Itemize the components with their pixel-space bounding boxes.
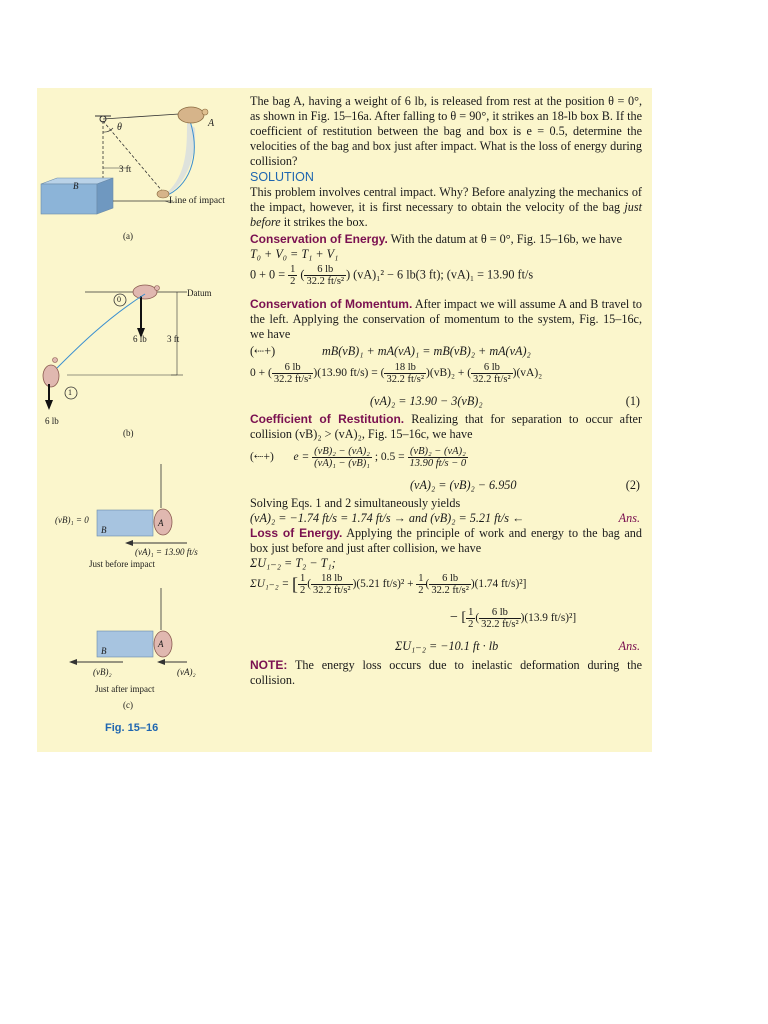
energy-eq2-frac xyxy=(304,264,346,287)
fig-b-label-1: 1 xyxy=(68,388,72,397)
solution-heading: SOLUTION xyxy=(250,170,314,184)
loss-eq2-a: [ xyxy=(291,574,298,594)
loss-eq2: ΣU₁₋₂ = [ $\frac{1}{2}$ ( $\frac{18 lb}{\text{32.2 ft/s²}}$ )(5.21 ft/s)² + $\frac{1}{2}$ ( $\frac{6 lb}{\text{32.2 ft/s²}}$ )(1.74 ft/s)²] xyxy=(250,573,527,596)
loss-paragraph xyxy=(250,526,642,556)
restitution-f1-n: (vB)₂ − (vA)₂ xyxy=(314,446,370,457)
momentum-eq3-row xyxy=(250,394,642,409)
fig-b-label-0: 0 xyxy=(117,295,121,304)
restitution-eq2-row xyxy=(250,478,642,493)
fig-a-label-B: B xyxy=(73,181,79,191)
solution-intro-emphasis: just before xyxy=(250,200,642,229)
loss-eq2-h2-d: 2 xyxy=(418,585,424,596)
restitution-f1-d: (vA)₁ − (vB)₁ xyxy=(314,458,370,469)
restitution-e: e = xyxy=(293,451,313,464)
loss-eq2-b: (5.21 ft/s)² + xyxy=(356,578,417,591)
momentum-eq2-f2-n: 18 lb xyxy=(394,362,416,373)
loss-eq2-f2-n: 6 lb xyxy=(442,573,459,584)
loss-eq2-h1-n: 1 xyxy=(299,573,306,584)
momentum-eq2-f3-n: 6 lb xyxy=(483,362,500,373)
text-column xyxy=(250,94,642,688)
momentum-eq2-f2 xyxy=(384,362,426,385)
momentum-eq2-f3 xyxy=(471,362,513,385)
fig-c-label-vB1: (vB)₁ = 0 xyxy=(55,515,89,525)
loss-eq2-f1 xyxy=(311,573,353,596)
fig-a-label-A: A xyxy=(208,118,215,129)
momentum-eq2-c: (vB)₂ + xyxy=(429,367,468,380)
figure-c-after xyxy=(69,588,187,665)
loss-eq2-f2 xyxy=(429,573,471,596)
solving-result: (vA)₂ = −1.74 ft/s = 1.74 ft/s → and (vB)₂ = 5.21 ft/s ← xyxy=(250,511,525,525)
momentum-eq2-d: (vA)₂ xyxy=(516,367,543,380)
energy-eq2-left: 0 + 0 = xyxy=(250,267,289,282)
loss-eq2-f1-n: 18 lb xyxy=(321,573,343,584)
restitution-f2-d: 13.90 ft/s − 0 xyxy=(409,458,467,469)
figure-column xyxy=(37,88,245,752)
figure-b xyxy=(43,285,187,410)
note-label: NOTE: xyxy=(250,658,288,672)
energy-eq2-half xyxy=(288,264,297,287)
figure-c-before xyxy=(97,464,187,546)
loss-eq2-h2 xyxy=(416,573,425,596)
solution-intro xyxy=(250,185,642,230)
loss-text: Applying the principle of work and energy to the bag and box just before and just after collision, we have xyxy=(250,526,642,555)
energy-eq2-rest: (vA)₁² − 6 lb(3 ft); (vA)₁ = 13.90 ft/s xyxy=(353,267,534,282)
restitution-f2 xyxy=(408,446,469,469)
solution-intro-a: This problem involves central impact. Why? Before analyzing the mechanics of the impact, however, it is first necessary to obtain the velocity of the bag xyxy=(250,185,642,214)
restitution-eq2: (vA)₂ = (vB)₂ − 6.950 xyxy=(410,478,517,492)
restitution-paragraph xyxy=(250,412,642,442)
momentum-eq2-b: (13.90 ft/s) = xyxy=(317,367,381,380)
loss-eq2-h1-d: 2 xyxy=(299,585,306,596)
loss-eq2-c: (1.74 ft/s)²] xyxy=(474,578,527,591)
fig-b-caption: (b) xyxy=(123,428,134,438)
momentum-eq2-f1-d: 32.2 ft/s² xyxy=(273,374,312,385)
loss-eq3: − [ $\frac{1}{2}$ ( $\frac{6 lb}{\text{32.2 ft/s²}}$ )(13.9 ft/s)²] xyxy=(450,607,577,630)
restitution-text: Realizing that for separation to occur after collision (vB)₂ > (vA)₂, Fig. 15–16c, we have xyxy=(250,412,643,441)
momentum-paragraph xyxy=(250,297,642,342)
restitution-eq1 xyxy=(250,442,642,476)
energy-eq2-half-d: 2 xyxy=(290,276,296,287)
fig-c-label-B-after: B xyxy=(101,646,107,656)
solving-result-row xyxy=(250,511,642,526)
momentum-eq2: 0 + ( $\frac{6 lb}{\text{32.2 ft/s²}}$ )(13.90 ft/s) = ( $\frac{18 lb}{\text{32.2 ft/s²}}$ )(vB)₂ + ( $\frac{6 lb}{\text{32.2 ft/s²}}$ )(vA)₂ xyxy=(250,362,543,385)
energy-heading: Conservation of Energy. xyxy=(250,232,388,246)
momentum-eq2-f1 xyxy=(272,362,314,385)
loss-eq3-h xyxy=(466,607,475,630)
textbook-page xyxy=(37,88,652,752)
momentum-eq2-f2-d: 32.2 ft/s² xyxy=(386,374,425,385)
fig-c-label-B-before: B xyxy=(101,525,107,535)
momentum-heading: Conservation of Momentum. xyxy=(250,297,413,311)
restitution-f2-n: (vB)₂ − (vA)₂ xyxy=(409,446,466,457)
loss-eq4-row xyxy=(250,639,642,654)
momentum-eq3: (vA)₂ = 13.90 − 3(vB)₂ xyxy=(370,394,483,408)
fig-c-label-vB2: (vB)₂ xyxy=(93,667,112,677)
restitution-mid: ; 0.5 = xyxy=(374,451,408,464)
loss-eq1: ΣU₁₋₂ = T₂ − T₁; xyxy=(250,556,336,570)
fig-a-label-theta: θ xyxy=(117,122,122,133)
momentum-eq2-f3-d: 32.2 ft/s² xyxy=(473,374,511,385)
solving-ans: Ans. xyxy=(618,511,640,525)
loss-eq2-h2-n: 1 xyxy=(418,573,424,584)
fig-c-caption: (c) xyxy=(123,700,133,710)
loss-eq3-a: − [ xyxy=(450,610,467,626)
momentum-eq1-row xyxy=(250,344,642,359)
momentum-text: After impact we will assume A and B travel to the left. Applying the conservation of momentum to the system, Fig. 15–16c, we have xyxy=(250,297,642,341)
loss-heading: Loss of Energy. xyxy=(250,526,343,540)
energy-eq1: T₀ + V₀ = T₁ + V₁ xyxy=(250,247,339,261)
loss-eq3-h-d: 2 xyxy=(468,619,474,630)
restitution-dir: (⇠+) xyxy=(250,451,274,464)
loss-eq3-f-n: 6 lb xyxy=(491,607,508,618)
loss-eq3-h-n: 1 xyxy=(468,607,474,618)
loss-eq4: ΣU₁₋₂ = −10.1 ft · lb xyxy=(395,639,499,653)
loss-eq2-f1-d: 32.2 ft/s² xyxy=(312,585,351,596)
restitution-f1 xyxy=(312,446,372,469)
loss-eq3-f xyxy=(479,607,521,630)
loss-eq2-h1 xyxy=(298,573,307,596)
loss-eq2-f2-d: 32.2 ft/s² xyxy=(431,585,469,596)
momentum-eq2-a: 0 + xyxy=(250,367,268,380)
energy-eq2-frac-d: 32.2 ft/s² xyxy=(306,276,345,287)
energy-text: With the datum at θ = 0°, Fig. 15–16b, we have xyxy=(387,232,622,246)
figure-caption: Fig. 15–16 xyxy=(105,722,159,734)
loss-eq3-f-d: 32.2 ft/s² xyxy=(481,619,519,630)
fig-b-label-6lb-top: 6 lb xyxy=(133,334,147,344)
momentum-dir: (⇠+) xyxy=(250,344,276,358)
loss-eq2-lhs: ΣU₁₋₂ = xyxy=(250,578,292,591)
restitution-heading: Coefficient of Restitution. xyxy=(250,412,405,426)
momentum-eq1: mB(vB)₁ + mA(vA)₁ = mB(vB)₂ + mA(vA)₂ xyxy=(322,344,531,358)
fig-b-label-6lb-bottom: 6 lb xyxy=(45,416,59,426)
momentum-eq2-f1-n: 6 lb xyxy=(284,362,301,373)
fig-a-caption: (a) xyxy=(123,231,133,241)
loss-eq3-b: (13.9 ft/s)²] xyxy=(524,612,577,625)
energy-eq2-half-n: 1 xyxy=(290,264,296,275)
fig-c-label-vA1: (vA)₁ = 13.90 ft/s xyxy=(135,547,198,557)
fig-c-label-just-before: Just before impact xyxy=(89,559,155,569)
momentum-eq3-number: (1) xyxy=(625,394,640,408)
energy-paragraph xyxy=(250,232,642,247)
note-text: The energy loss occurs due to inelastic deformation during the collision. xyxy=(250,658,642,687)
fig-a-label-3ft: 3 ft xyxy=(119,164,132,174)
note-paragraph xyxy=(250,658,642,688)
restitution-eq2-number: (2) xyxy=(625,478,640,492)
figure-svg xyxy=(37,88,245,752)
energy-eq2: 0 + 0 = $\frac{1}{2}$ ( $\frac{6 lb}{\text{32.2 ft/s²}}$ ) (vA)₁² − 6 lb(3 ft); (vA)₁ = 13.90 ft/s xyxy=(250,264,534,287)
loss-ans: Ans. xyxy=(618,639,640,653)
fig-b-label-datum: Datum xyxy=(187,288,212,298)
fig-c-label-just-after: Just after impact xyxy=(95,684,155,694)
fig-c-label-A-after: A xyxy=(158,639,164,649)
fig-c-label-vA2: (vA)₂ xyxy=(177,667,196,677)
solution-intro-b: it strikes the box. xyxy=(280,215,368,229)
problem-statement: The bag A, having a weight of 6 lb, is released from rest at the position θ = 0°, as shown in Fig. 15–16a. After falling to θ = 90°, it strikes an 18-lb box B. If the coefficient of restitution between the bag and box is e = 0.5, determine the velocities of the bag and box just after impact. What is the loss of energy during collision? xyxy=(250,94,642,168)
energy-eq2-frac-n: 6 lb xyxy=(317,264,334,275)
fig-a-label-line-of-impact: Line of impact xyxy=(169,196,225,206)
fig-b-label-3ft: 3 ft xyxy=(167,334,180,344)
fig-c-label-A-before: A xyxy=(158,518,164,528)
solving-text: Solving Eqs. 1 and 2 simultaneously yields xyxy=(250,496,461,510)
